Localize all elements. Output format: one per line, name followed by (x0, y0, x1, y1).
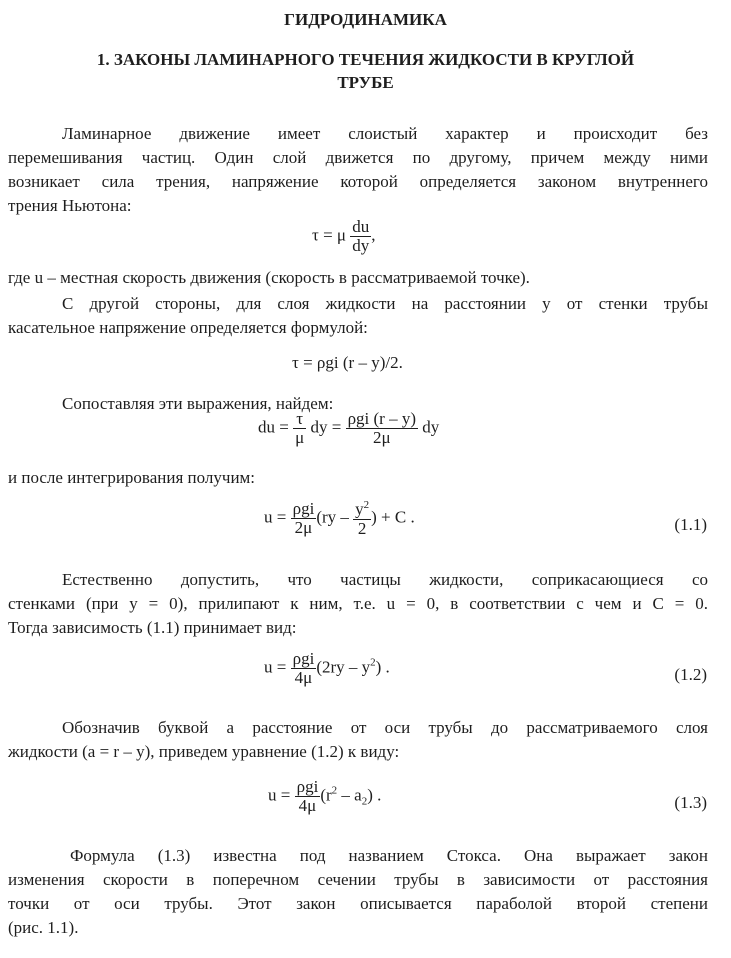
page-header: ГИДРОДИНАМИКА (284, 10, 447, 29)
para1-line-3: возникает сила трения, напряжение которой определяется законом внутреннего (8, 172, 708, 191)
fraction: $\frac{\text{ρgi (r – y)}}{2\mu}$ (347, 409, 417, 447)
para7-line-4: (рис. 1.1). (8, 918, 79, 937)
equation-newton: τ = μ $\frac{du}{dy}$ , (312, 217, 376, 255)
equation-1-1: u = $\frac{\text{ρgi}}{2\mu}$ (ry – $\frac{y^2}{2}$ ) + C . (264, 499, 415, 538)
section-title-line-1: 1. ЗАКОНЫ ЛАМИНАРНОГО ТЕЧЕНИЯ ЖИДКОСТИ В КРУГЛОЙ (96, 50, 635, 69)
fraction: $\frac{\text{ρgi}}{4\mu}$ (296, 777, 319, 815)
para5-line-3: Тогда зависимость (1.1) принимает вид: (8, 618, 297, 637)
fraction: $\frac{y^2}{2}$ (355, 499, 370, 538)
para3: Сопоставляя эти выражения, найдем: (62, 394, 334, 413)
equation-du: du = $\frac{\tau}{\mu}$ dy = $\frac{\text{ρgi (r – y)}}{2\mu}$ dy (258, 409, 440, 447)
para1-line-4: трения Ньютона: (8, 196, 132, 215)
fraction: $\frac{\text{ρgi}}{2\mu}$ (292, 499, 315, 538)
equation-number-1-3: (1.3) (674, 793, 707, 812)
equation-number-1-2: (1.2) (674, 665, 707, 684)
equation-1-2: u = $\frac{\text{ρgi}}{4\mu}$ $(2ry - y^2)$ . (264, 649, 390, 687)
section-title-line-2: ТРУБЕ (337, 73, 394, 92)
equation-tau-2: τ = ρgi (r – y)/2. (292, 353, 403, 372)
eq-lhs: τ = μ (312, 225, 347, 245)
para4: и после интегрирования получим: (8, 468, 256, 487)
equation-1-3: u = $\frac{\text{ρgi}}{4\mu}$ $(r^2 - a_2)$ . (268, 777, 382, 815)
fraction: $\frac{du}{dy}$ (352, 217, 370, 255)
para1-line-1: Ламинарное движение имеет слоистый характер и происходит без (62, 124, 708, 143)
para1-line-2: перемешивания частиц. Один слой движется по другому, причем между ними (8, 148, 708, 167)
para7-line-3: точки от оси трубы. Этот закон описывается параболой второй степени (8, 894, 708, 913)
fraction: $\frac{\tau}{\mu}$ (295, 409, 305, 447)
para7-line-1: Формула (1.3) известна под названием Стокса. Она выражает закон (70, 846, 708, 865)
note-u-definition: где u – местная скорость движения (скорость в рассматриваемой точке). (8, 268, 530, 287)
para6-line-1: Обозначив буквой a расстояние от оси трубы до рассматриваемого слоя (62, 718, 708, 737)
para5-line-1: Естественно допустить, что частицы жидкости, соприкасающиеся со (62, 570, 708, 589)
para2-line-1: С другой стороны, для слоя жидкости на расстоянии y от стенки трубы (62, 294, 708, 313)
para2-line-2: касательное напряжение определяется формулой: (8, 318, 368, 337)
para5-line-2: стенками (при y = 0), прилипают к ним, т.е. u = 0, в соответствии с чем и C = 0. (8, 594, 708, 613)
equation-number-1-1: (1.1) (674, 515, 707, 534)
para7-line-2: изменения скорости в поперечном сечении трубы в зависимости от расстояния (8, 870, 708, 889)
fraction: $\frac{\text{ρgi}}{4\mu}$ (292, 649, 315, 687)
para6-line-2: жидкости (a = r – y), приведем уравнение (1.2) к виду: (8, 742, 400, 761)
